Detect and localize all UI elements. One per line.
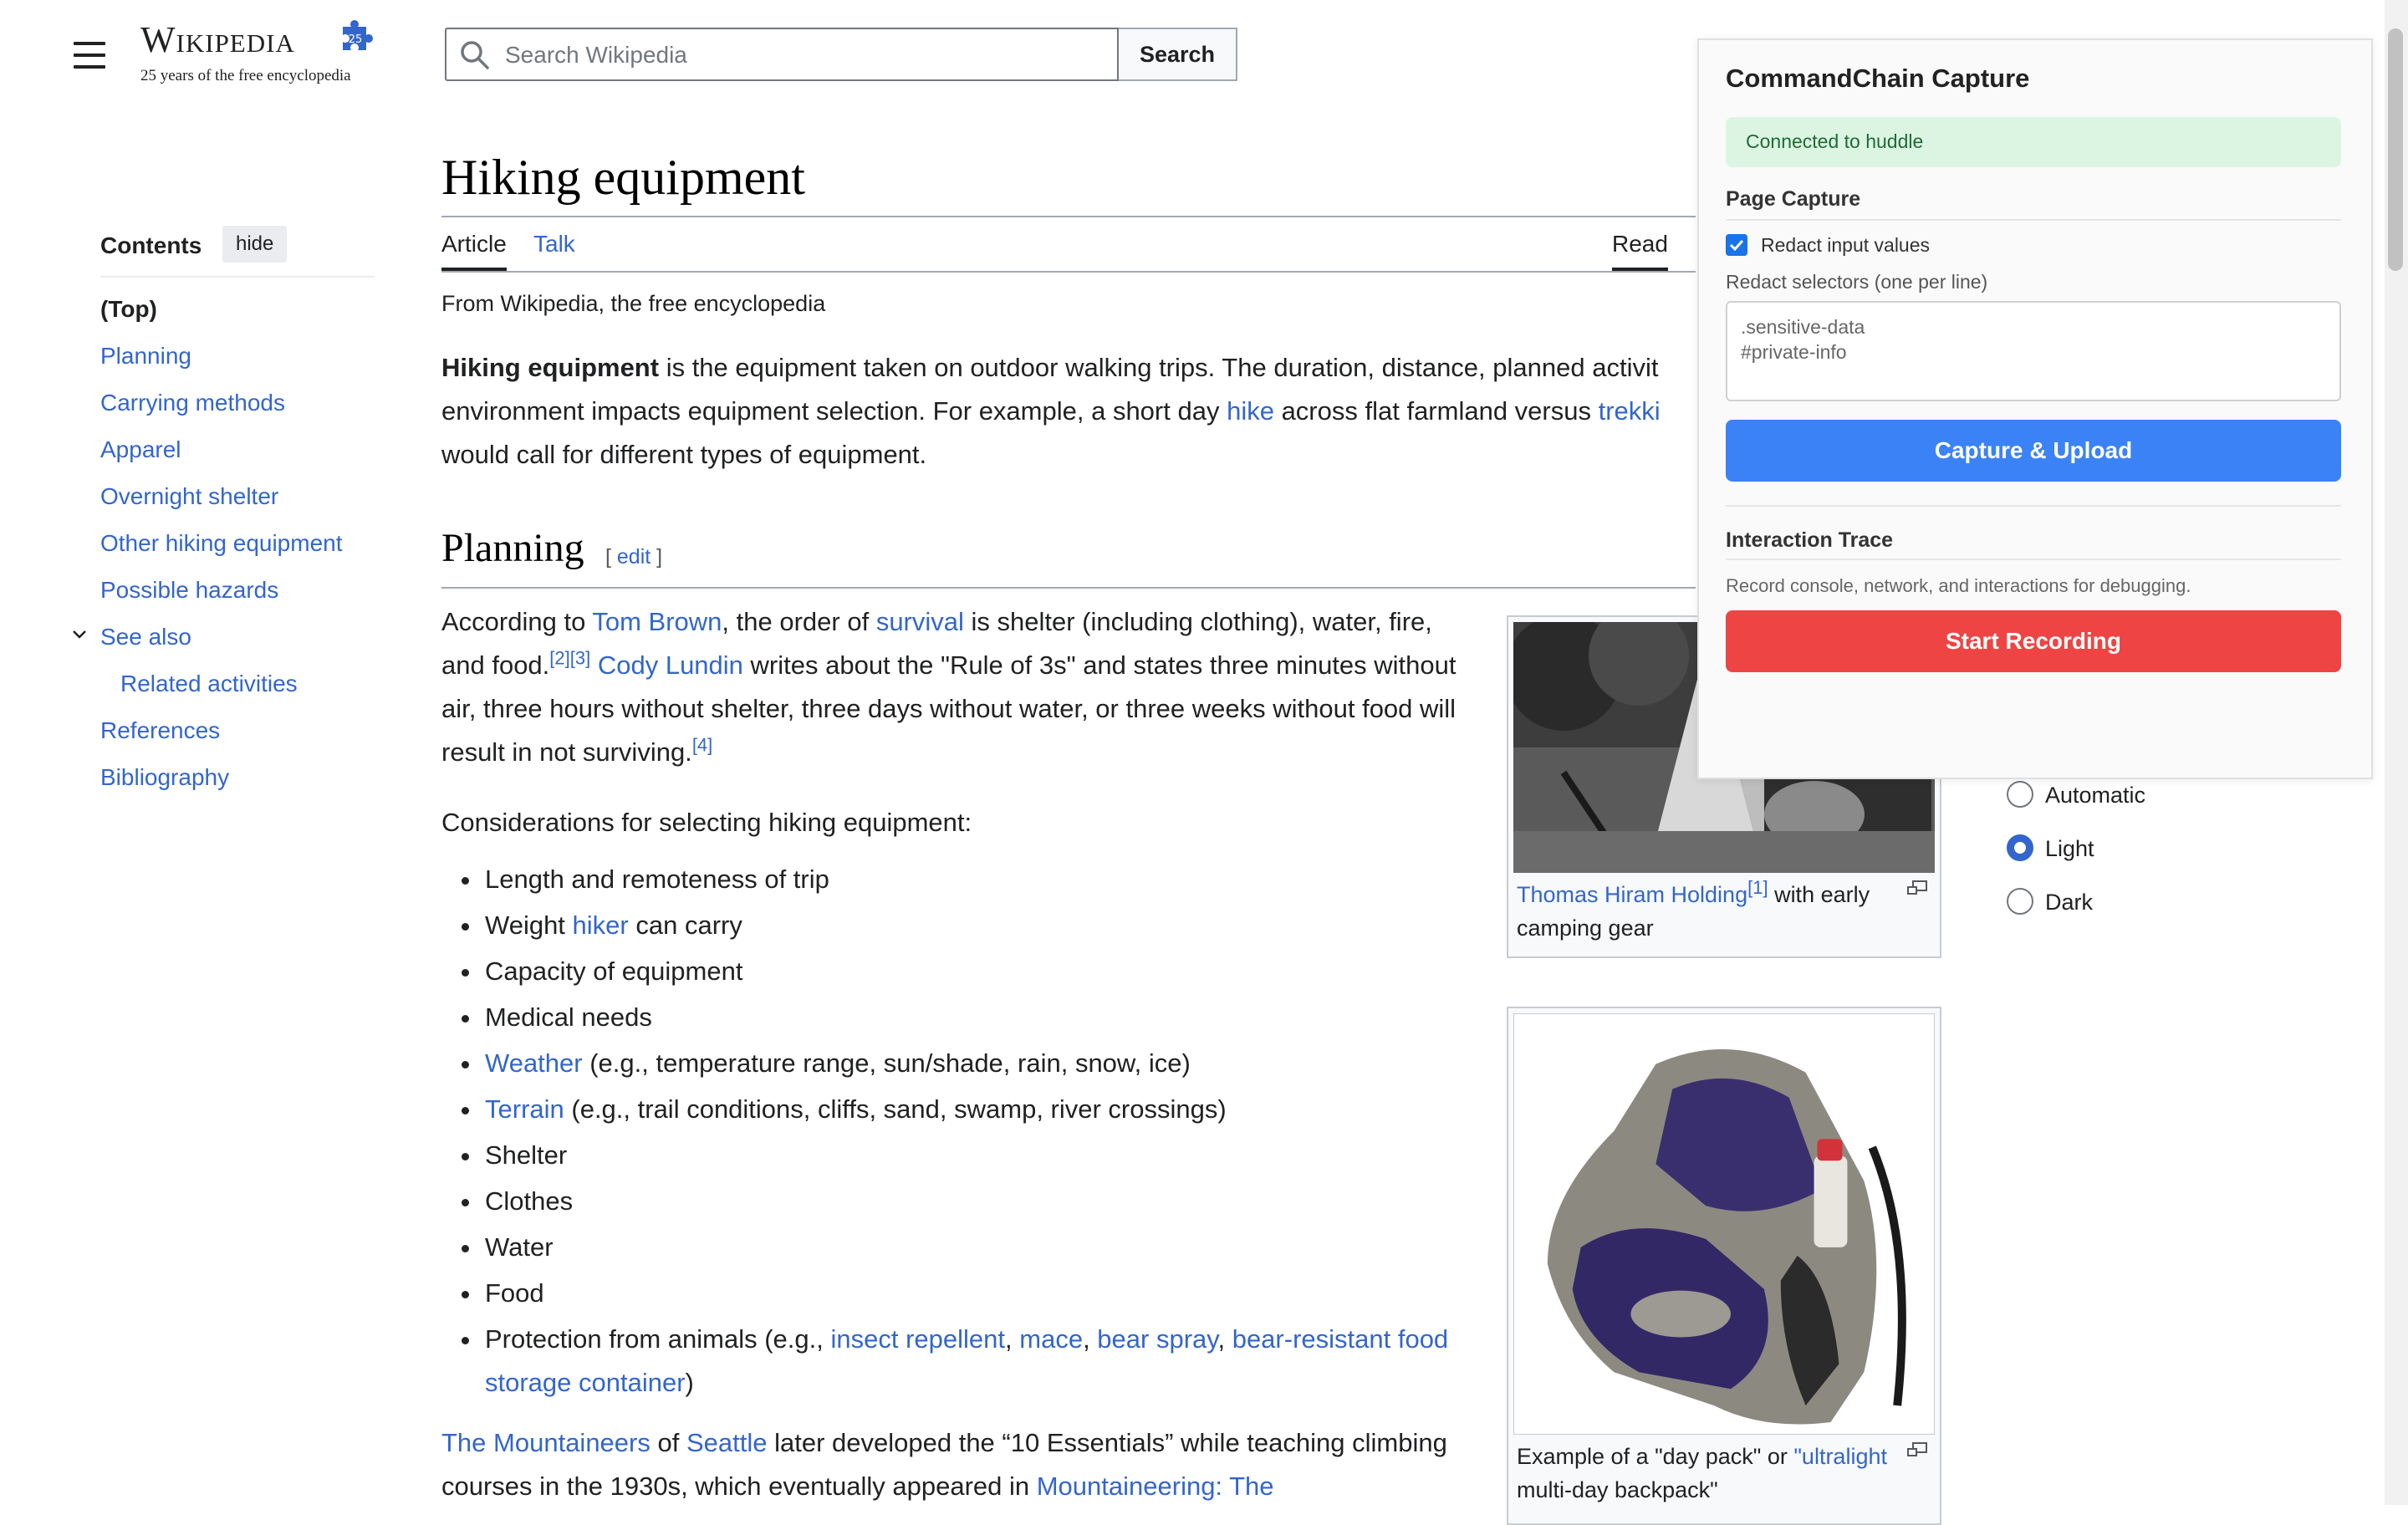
edit-link[interactable]: edit <box>616 545 651 569</box>
toc-item-top[interactable]: (Top) <box>100 296 157 322</box>
appearance-option-light[interactable] <box>2007 836 2094 864</box>
link-seattle[interactable]: Seattle <box>686 1428 768 1457</box>
tabs-divider <box>441 271 1696 273</box>
title-divider <box>441 216 1696 217</box>
list-item <box>441 1272 1445 1318</box>
list-item <box>441 858 1445 904</box>
link-mountaineering-book[interactable]: Mountaineering: The <box>1036 1471 1274 1501</box>
puzzle-globe-icon <box>338 20 373 55</box>
toc-item-see-also[interactable]: See also <box>100 624 191 650</box>
tab-read[interactable]: Read <box>1612 231 1668 271</box>
link-tom-brown[interactable]: Tom Brown <box>592 607 722 636</box>
chevron-down-icon[interactable] <box>70 625 89 644</box>
interaction-trace-heading: Interaction Trace <box>1726 528 1894 552</box>
link-insect-repellent[interactable]: insect repellent <box>830 1324 1006 1354</box>
main-menu-button[interactable] <box>67 37 110 74</box>
toc-item-possible-hazards[interactable]: Possible hazards <box>100 577 279 603</box>
list-sep: , <box>1217 1324 1232 1354</box>
figure-caption <box>1517 1440 1910 1507</box>
list-sep: , <box>1083 1324 1098 1354</box>
list-item-text: (e.g., trail conditions, cliffs, sand, swamp, river crossings) <box>564 1094 1227 1124</box>
citation-2-3[interactable]: [2][3] <box>549 647 591 669</box>
radio-label: Automatic <box>2045 783 2146 808</box>
capture-upload-button[interactable]: Capture & Upload <box>1726 420 2341 482</box>
section-divider <box>441 587 1696 589</box>
link-trekking[interactable]: trekki <box>1598 396 1661 426</box>
essentials-paragraph <box>441 1421 1470 1508</box>
list-item-text: Length and remoteness of trip <box>485 865 829 894</box>
list-item <box>441 1226 1445 1272</box>
textarea-line: .sensitive-data <box>1741 316 1865 338</box>
list-item-text: Shelter <box>485 1140 568 1170</box>
list-item-text: Medical needs <box>485 1002 652 1032</box>
list-item-text: Water <box>485 1232 554 1262</box>
list-item-text: ) <box>685 1368 694 1397</box>
hamburger-icon-bar <box>74 54 105 57</box>
link-hike[interactable]: hike <box>1227 396 1274 426</box>
toc-hide-button[interactable]: hide <box>222 226 287 263</box>
citation-4[interactable]: [4] <box>691 734 713 756</box>
para-text: , the order of <box>722 607 876 636</box>
intro-text: environment impacts equipment selection. For example, a short day <box>441 396 1227 426</box>
link-mace[interactable]: mace <box>1019 1324 1084 1354</box>
link-terrain[interactable]: Terrain <box>485 1094 564 1124</box>
tab-talk[interactable]: Talk <box>533 231 575 257</box>
interaction-trace-description: Record console, network, and interactions for debugging. <box>1726 575 2191 596</box>
list-item-text: (e.g., temperature range, sun/shade, rain, snow, ice) <box>582 1048 1191 1078</box>
redact-inputs-checkbox[interactable] <box>1726 234 1747 256</box>
link-survival[interactable]: survival <box>875 607 964 636</box>
list-item <box>441 996 1445 1042</box>
backpack-photo[interactable] <box>1513 1013 1935 1435</box>
tab-article[interactable]: Article <box>441 231 507 271</box>
hamburger-icon-bar <box>74 65 105 69</box>
search-icon <box>458 38 492 72</box>
divider <box>1726 558 2341 560</box>
para-text: writes about the "Rule of 3s" and states three minutes without air, three hours without shelter, three days without water, or three weeks without food will result in not surviving. <box>441 650 1457 767</box>
citation-1[interactable]: [1] <box>1747 877 1768 898</box>
section-edit <box>605 545 662 569</box>
considerations-lead: Considerations for selecting hiking equipment: <box>441 808 972 837</box>
list-item <box>441 1134 1445 1180</box>
svg-text:25: 25 <box>348 33 363 46</box>
toc-item-references[interactable]: References <box>100 717 221 743</box>
link-hiker[interactable]: hiker <box>572 910 629 940</box>
link-cody-lundin[interactable]: Cody Lundin <box>597 650 743 680</box>
list-item-text: Clothes <box>485 1186 574 1216</box>
para-text: of <box>650 1428 686 1457</box>
caption-text: multi-day backpack" <box>1517 1477 1718 1502</box>
radio-label: Light <box>2045 836 2094 861</box>
list-item-text: Capacity of equipment <box>485 956 743 986</box>
radio-button[interactable] <box>2007 781 2033 808</box>
logo-wordmark: Wikipedia <box>140 19 295 60</box>
toc-item-planning[interactable]: Planning <box>100 343 191 369</box>
scrollbar-thumb[interactable] <box>2388 28 2403 271</box>
link-the-mountaineers[interactable]: The Mountaineers <box>441 1428 650 1457</box>
toc-item-overnight-shelter[interactable]: Overnight shelter <box>100 483 279 509</box>
list-item <box>441 1180 1445 1226</box>
connection-status-banner <box>1726 117 2341 167</box>
toc-item-apparel[interactable]: Apparel <box>100 436 181 462</box>
link-bear-resistant-container[interactable]: bear-resistant food storage container <box>485 1324 1449 1397</box>
list-item-text: Protection from animals (e.g., <box>485 1324 831 1354</box>
radio-button-selected[interactable] <box>2007 834 2033 861</box>
logo-tagline: 25 years of the free encyclopedia <box>140 67 351 84</box>
intro-bold-term: Hiking equipment <box>441 353 660 382</box>
textarea-line: #private-info <box>1741 341 1847 363</box>
intro-text: across flat farmland versus <box>1273 396 1599 426</box>
caption-text: Example of a "day pack" or <box>1517 1444 1794 1469</box>
considerations-list <box>441 858 1449 1405</box>
link-ultralight[interactable]: "ultralight <box>1793 1444 1887 1469</box>
toc-item-carrying-methods[interactable]: Carrying methods <box>100 390 285 416</box>
toc-divider <box>100 276 375 278</box>
link-thomas-hiram-holding[interactable]: Thomas Hiram Holding <box>1517 882 1748 907</box>
redact-selectors-textarea[interactable] <box>1726 301 2341 401</box>
link-weather[interactable]: Weather <box>485 1048 583 1078</box>
edit-bracket: [ <box>605 545 617 569</box>
toc-item-other-hiking-equipment[interactable]: Other hiking equipment <box>100 530 343 556</box>
list-item <box>441 904 1445 950</box>
list-item-text: Food <box>485 1278 544 1308</box>
search-button[interactable]: Search <box>1119 28 1237 81</box>
planning-paragraph <box>441 600 1470 774</box>
search-field[interactable] <box>445 28 1119 81</box>
appearance-option-automatic[interactable] <box>2007 783 2145 810</box>
edit-bracket: ] <box>650 545 663 569</box>
site-subtitle: From Wikipedia, the free encyclopedia <box>441 291 826 316</box>
figure-caption <box>1517 878 1910 945</box>
toc-heading: Contents <box>100 232 202 258</box>
radio-label: Dark <box>2045 890 2094 915</box>
list-sep: , <box>1005 1324 1020 1354</box>
radio-button[interactable] <box>2007 888 2033 915</box>
section-heading-planning: Planning <box>441 526 584 570</box>
list-item <box>441 1042 1445 1088</box>
extension-title: CommandChain Capture <box>1726 64 2030 93</box>
redact-selectors-label: Redact selectors (one per line) <box>1726 271 1988 293</box>
link-bear-spray[interactable]: bear spray <box>1097 1324 1218 1354</box>
intro-text: is the equipment taken on outdoor walking trips. The duration, distance, planned activit <box>659 353 1659 382</box>
wikipedia-logo[interactable] <box>140 18 383 94</box>
redact-inputs-label[interactable]: Redact input values <box>1761 234 1931 256</box>
start-recording-button[interactable]: Start Recording <box>1726 610 2341 672</box>
intro-text: would call for different types of equipment. <box>441 440 927 469</box>
list-item-text: can carry <box>628 910 742 940</box>
para-text: is shelter (including clothing), water, fire, and food. <box>441 607 1432 680</box>
caption-text: with early camping gear <box>1517 882 1870 941</box>
list-item <box>441 1088 1445 1134</box>
para-text: later developed the “10 Essentials” while teaching climbing courses in the 1930s, which eventually appeared in <box>441 1428 1447 1501</box>
search-input[interactable] <box>503 39 1092 71</box>
list-item <box>441 950 1445 996</box>
list-item <box>441 1318 1463 1405</box>
appearance-option-dark[interactable] <box>2007 890 2093 917</box>
toc-item-bibliography[interactable]: Bibliography <box>100 764 230 790</box>
toc-item-related-activities[interactable]: Related activities <box>120 671 298 696</box>
intro-paragraph <box>441 346 1696 477</box>
page-capture-heading: Page Capture <box>1726 187 1861 211</box>
para-text: According to <box>441 607 593 636</box>
list-item-text: Weight <box>485 910 573 940</box>
page-title: Hiking equipment <box>441 150 805 205</box>
divider <box>1726 219 2341 221</box>
connection-status-text: Connected to huddle <box>1746 130 1924 152</box>
divider <box>1726 505 2341 507</box>
hamburger-icon <box>74 42 105 45</box>
